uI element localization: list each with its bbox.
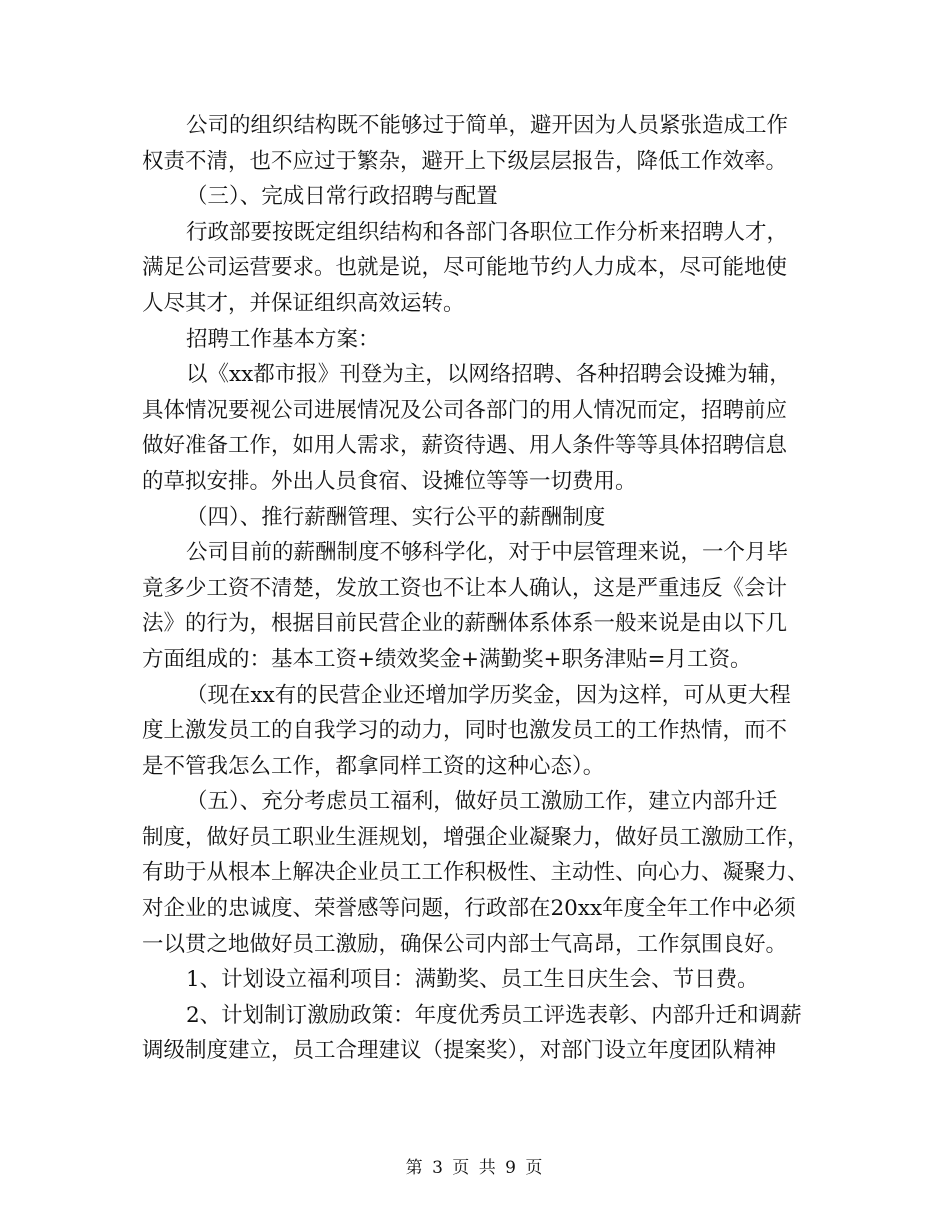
text-line: 以《xx都市报》刊登为主，以网络招聘、各种招聘会设摊为辅， (186, 362, 791, 388)
text-line: （五）、充分考虑员工福利，做好员工激励工作，建立内部升迁 (186, 789, 778, 815)
text-line: 满足公司运营要求。也就是说，尽可能地节约人力成本，尽可能地使 (142, 255, 788, 281)
text-line: （四）、推行薪酬管理、实行公平的薪酬制度 (186, 504, 606, 530)
text-line: 法》的行为，根据目前民营企业的薪酬体系体系一般来说是由以下几 (142, 611, 788, 637)
text-line: 调级制度建立，员工合理建议（提案奖），对部门设立年度团队精神 (142, 1038, 777, 1064)
text-line: 公司目前的薪酬制度不够科学化，对于中层管理来说，一个月毕 (186, 540, 789, 566)
text-line: 行政部要按既定组织结构和各部门各职位工作分析来招聘人才， (186, 219, 789, 245)
text-line: 人尽其才，并保证组织高效运转。 (142, 290, 465, 316)
text-line: 制度，做好员工职业生涯规划，增强企业凝聚力，做好员工激励工作， (142, 824, 809, 850)
text-line: 竟多少工资不清楚，发放工资也不让本人确认，这是严重违反《会计 (142, 575, 788, 601)
document-body (142, 108, 810, 1069)
page-footer: 第 3 页 共 9 页 (405, 1158, 545, 1178)
text-line: 的草拟安排。外出人员食宿、设摊位等等一切费用。 (142, 468, 637, 494)
text-line: 公司的组织结构既不能够过于简单，避开因为人员紧张造成工作 (186, 113, 789, 138)
text-line: 一以贯之地做好员工激励，确保公司内部士气高昂，工作氛围良好。 (142, 931, 788, 957)
text-line: 有助于从根本上解决企业员工工作积极性、主动性、向心力、凝聚力、 (142, 860, 809, 886)
text-line: （现在xx有的民营企业还增加学历奖金，因为这样，可从更大程 (186, 682, 791, 708)
text-line: 权责不清，也不应过于繁杂，避开上下级层层报告，降低工作效率。 (142, 148, 788, 174)
text-line: （三）、完成日常行政招聘与配置 (186, 184, 498, 210)
text-line: 招聘工作基本方案： (186, 326, 380, 352)
text-line: 做好准备工作，如用人需求，薪资待遇、用人条件等等具体招聘信息 (142, 433, 788, 459)
text-line: 方面组成的：基本工资+绩效奖金+满勤奖+职务津贴=月工资。 (142, 646, 752, 672)
text-line: 1、计划设立福利项目：满勤奖、员工生日庆生会、节日费。 (186, 967, 759, 993)
text-line: 度上激发员工的自我学习的动力，同时也激发员工的工作热情，而不 (142, 718, 788, 744)
text-line: 对企业的忠诚度、荣誉感等问题，行政部在20xx年度全年工作中必须 (142, 896, 796, 922)
text-line: 2、计划制订激励政策：年度优秀员工评选表彰、内部升迁和调薪 (186, 1002, 802, 1028)
text-line: 是不管我怎么工作，都拿同样工资的这种心态）。 (142, 753, 605, 779)
text-line: 具体情况要视公司进展情况及公司各部门的用人情况而定，招聘前应 (142, 397, 788, 423)
